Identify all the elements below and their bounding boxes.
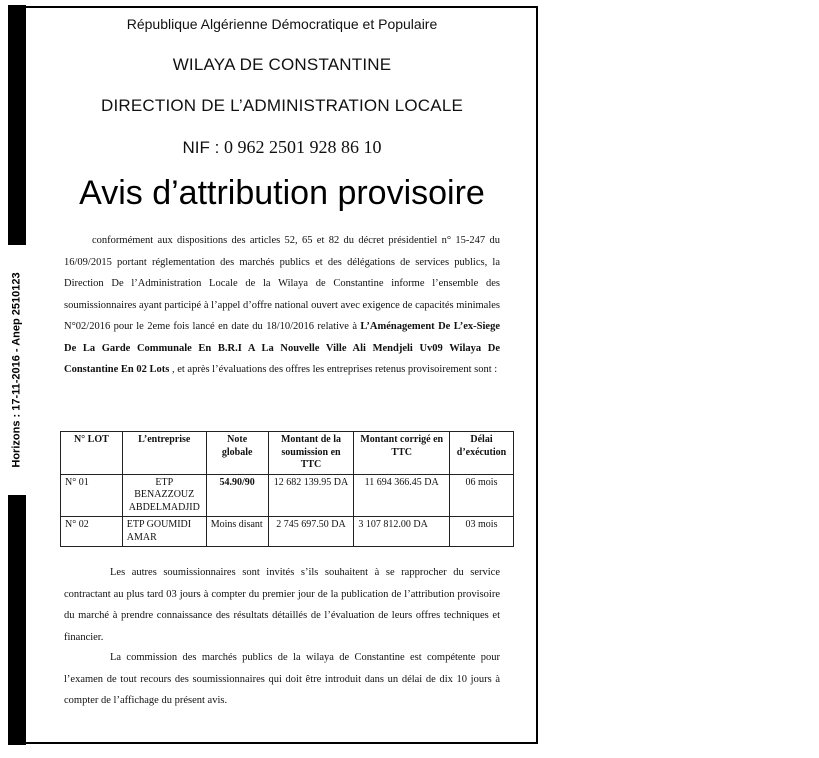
header-delai: Délai d’exécution <box>450 432 514 475</box>
cell-delai: 03 mois <box>450 517 514 547</box>
header-lot: N° LOT <box>61 432 123 475</box>
cell-entreprise: ETP BENAZZOUZ ABDELMADJID <box>122 474 206 517</box>
table-header-row <box>61 432 514 475</box>
header-entreprise: L’entreprise <box>122 432 206 475</box>
cell-lot: N° 02 <box>61 517 123 547</box>
header-montant: Montant de la soumission en TTC <box>268 432 354 475</box>
nif-value: 0 962 2501 928 86 10 <box>224 137 382 157</box>
cell-montant: 2 745 697.50 DA <box>268 517 354 547</box>
paragraph-commission: La commission des marchés publics de la wilaya de Constantine est compétente pour l’examen de tout recours des soumissionnaires qui doit être introduit dans un délai de dix 10 jours à compter de l’affichage du présent avis. <box>64 652 500 706</box>
notice-document <box>26 6 538 744</box>
results-table <box>60 431 514 547</box>
side-publication-label <box>6 245 28 495</box>
intro-project-name: L’Aménagement De L’ex-Siege De La Garde Communale En B.R.I A La Nouvelle Ville Ali Mendjeli Uv09 Wilaya De Constantine En 02 Lots <box>64 321 500 375</box>
cell-corrige: 3 107 812.00 DA <box>354 517 450 547</box>
header-nif <box>26 137 538 158</box>
header-republic: République Algérienne Démocratique et Populaire <box>126 16 438 32</box>
paragraph-other-bidders: Les autres soumissionnaires sont invités s’ils souhaitent à se rapprocher du service contractant au plus tard 03 jours à compter du premier jour de la publication de l’attribution provisoire du marché à prendre connaissance des résultats détaillés de l’évaluation de leurs offres techniques et financier. <box>64 567 500 643</box>
table-row <box>61 517 514 547</box>
cell-note: Moins disant <box>206 517 268 547</box>
cell-entreprise: ETP GOUMIDI AMAR <box>122 517 206 547</box>
cell-lot: N° 01 <box>61 474 123 517</box>
side-label-text: Horizons : 17-11-2016 - Anep 2510123 <box>11 272 23 468</box>
header-wilaya: WILAYA DE CONSTANTINE <box>172 55 392 74</box>
cell-note: 54.90/90 <box>206 474 268 517</box>
cell-corrige: 11 694 366.45 DA <box>354 474 450 517</box>
table-row <box>61 474 514 517</box>
cell-montant: 12 682 139.95 DA <box>268 474 354 517</box>
header-direction: DIRECTION DE L’ADMINISTRATION LOCALE <box>100 96 464 115</box>
header-note: Note globale <box>206 432 268 475</box>
header-corrige: Montant corrigé en TTC <box>354 432 450 475</box>
intro-text-before: conformément aux dispositions des articles 52, 65 et 82 du décret présidentiel n° 15-247 du 16/09/2015 portant réglementation des marchés publics et des délégations de services publics, la Direction De l’Administration Locale de la Wilaya de Constantine informe l’ensemble des soumissionnaires ayant participé à l’appel d’offre national ouvert avec exigence de capacités minimales N°02/2016 pour le 2eme fois lancé en date du 18/10/2016 relative à <box>64 235 500 332</box>
intro-paragraph <box>64 230 500 381</box>
cell-delai: 06 mois <box>450 474 514 517</box>
notice-title: Avis d’attribution provisoire <box>79 174 485 212</box>
intro-text-after: , et après l’évaluations des offres les entreprises retenus provisoirement sont : <box>169 364 498 375</box>
nif-label: NIF : <box>182 138 225 157</box>
